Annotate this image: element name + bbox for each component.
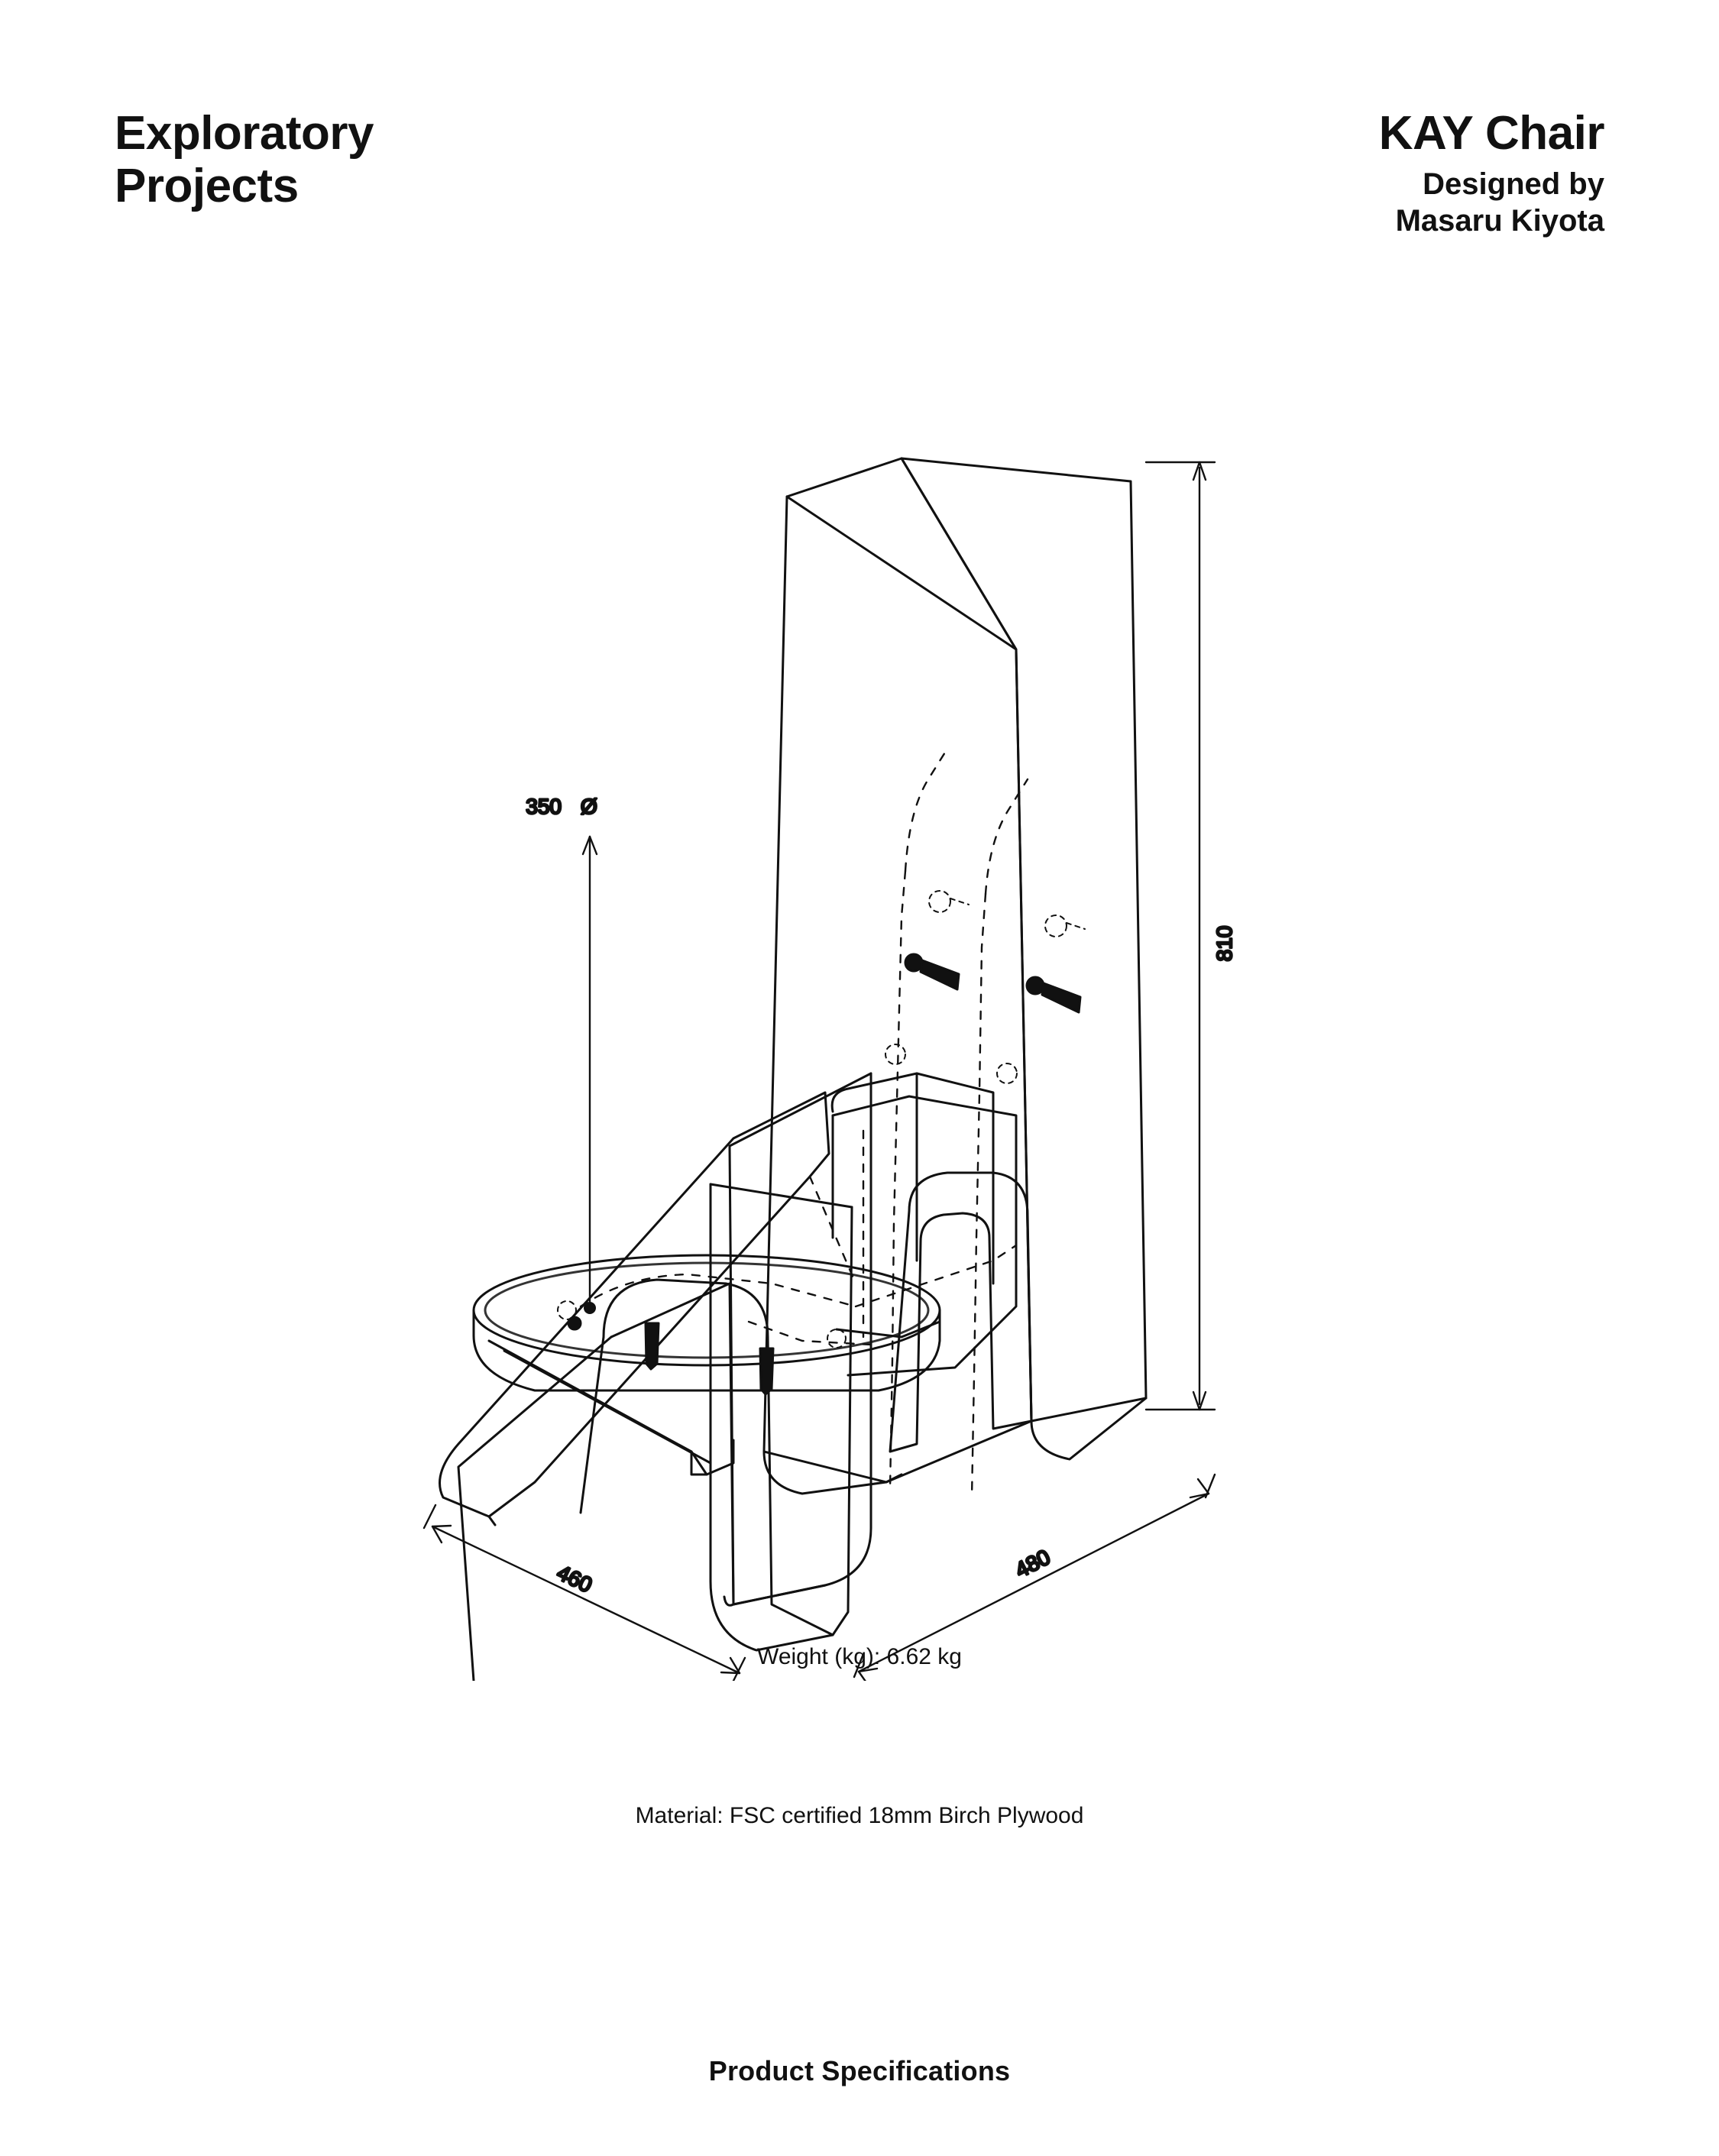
hidden-lines xyxy=(581,749,1028,1497)
dimension-width-label: 460 xyxy=(553,1560,596,1598)
dimension-diameter-value: 350 xyxy=(526,795,562,818)
product-identity xyxy=(1379,107,1604,239)
weight-caption: Weight (kg): 6.62 kg xyxy=(757,1644,962,1669)
brand-name xyxy=(115,107,374,213)
dimension-height-label: 810 xyxy=(1212,925,1236,962)
technical-drawing xyxy=(0,382,1719,1681)
fastener-icons xyxy=(558,891,1085,1394)
product-designer xyxy=(1379,166,1604,239)
designer-line-1: Designed by xyxy=(1423,167,1604,202)
brand-line-1: Exploratory xyxy=(115,107,374,160)
designer-line-2: Masaru Kiyota xyxy=(1395,204,1604,238)
page-header xyxy=(115,107,1604,239)
seat-frame xyxy=(832,1073,993,1284)
dimension-diameter xyxy=(583,837,597,1314)
material-caption: Material: FSC certified 18mm Birch Plywood xyxy=(635,1803,1084,1828)
dimension-height xyxy=(1146,462,1215,1410)
diameter-symbol-icon: Ø xyxy=(581,795,597,818)
footer-title: Product Specifications xyxy=(708,2055,1011,2086)
product-title: KAY Chair xyxy=(1378,107,1604,160)
brand-line-2: Projects xyxy=(115,160,299,213)
chair-line-drawing xyxy=(0,382,1719,1681)
dimension-depth-label: 480 xyxy=(1011,1545,1054,1582)
